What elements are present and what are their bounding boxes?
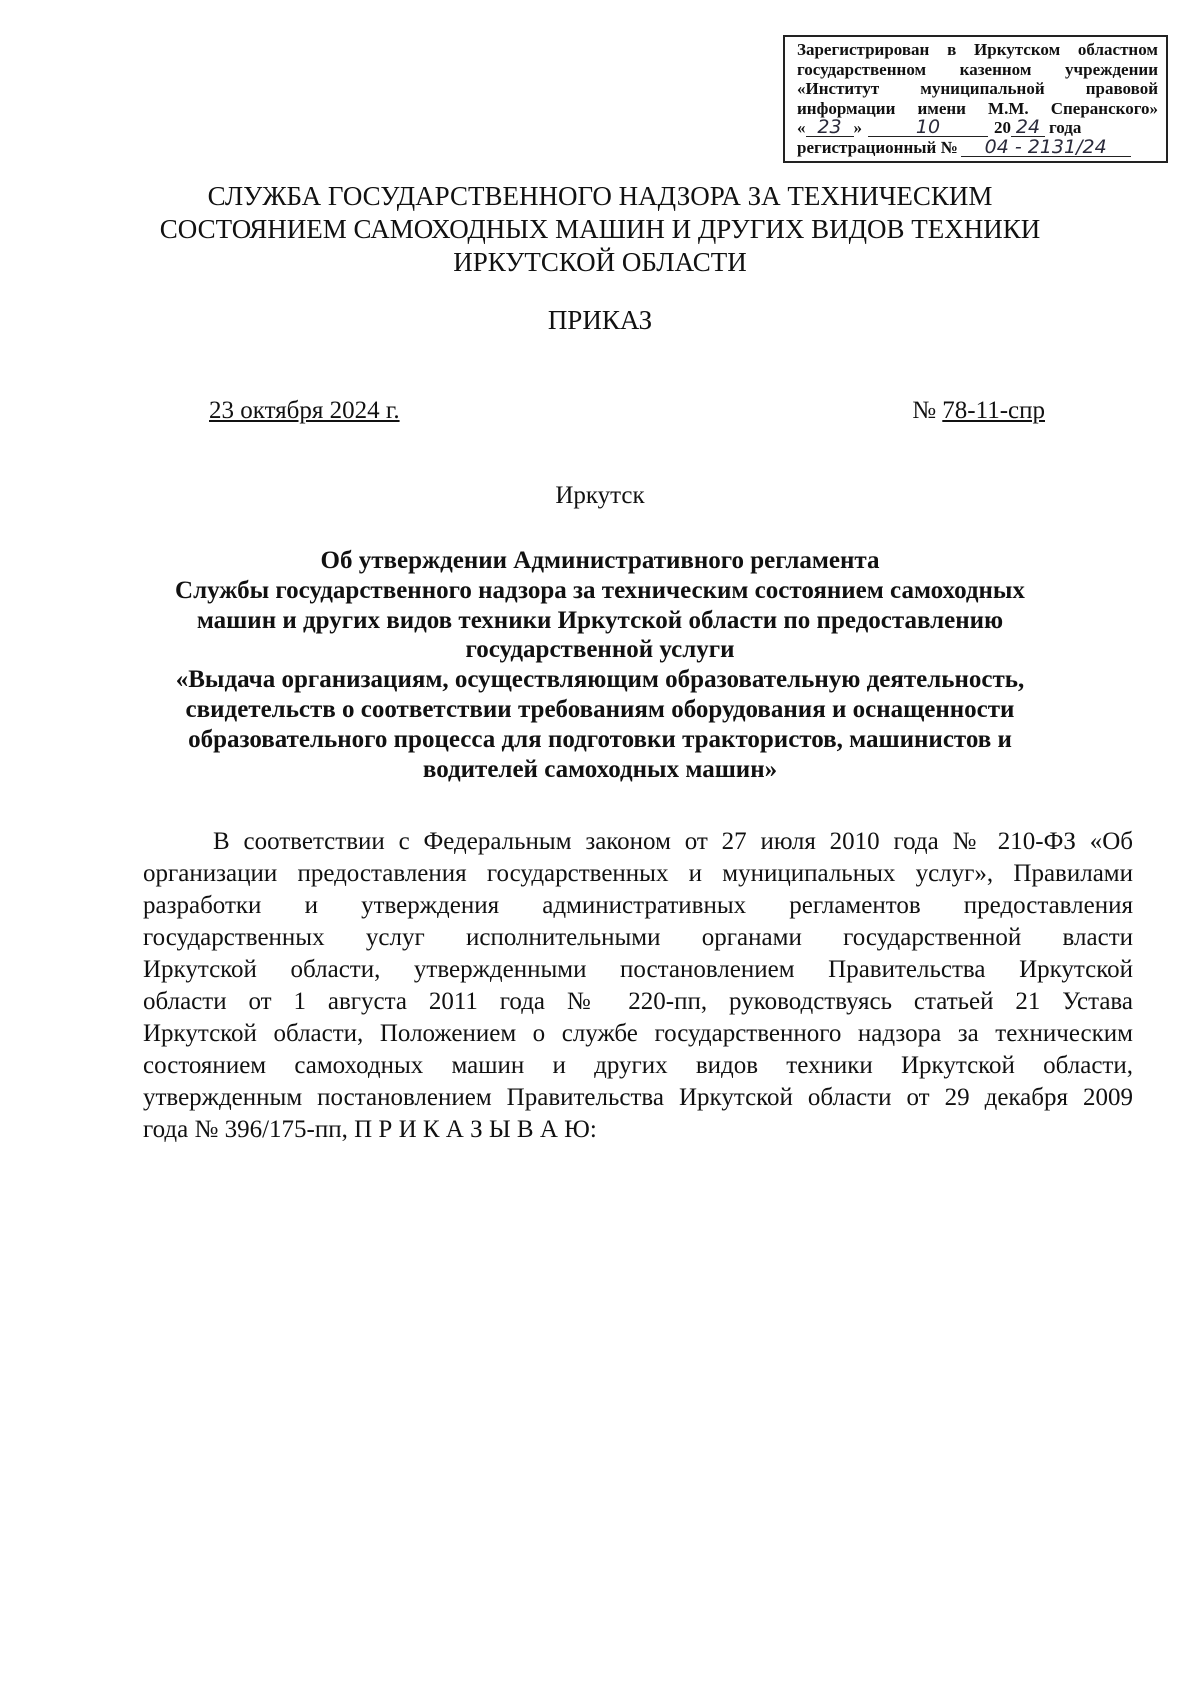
number-value: 78-11-спр xyxy=(942,397,1045,424)
heading-line: Службы государственного надзора за техническим состоянием самоходных xyxy=(175,576,1025,604)
order-heading xyxy=(140,546,1060,784)
stamp-line: «Институт муниципальной правовой xyxy=(797,79,1158,98)
stamp-day: 23 xyxy=(806,118,854,137)
stamp-reg-row xyxy=(797,135,1158,158)
body-line: Иркутской области, Положением о службе государственного надзора за техническим xyxy=(143,1020,1133,1047)
stamp-year-word: года xyxy=(1049,118,1082,137)
heading-line: Об утверждении Административного регламента xyxy=(320,547,880,574)
stamp-reg-label: регистрационный № xyxy=(797,137,958,157)
body-paragraph xyxy=(143,826,1133,1146)
stamp-date xyxy=(797,118,1158,138)
stamp-open-quote: « xyxy=(797,118,806,137)
heading-line: «Выдача организациям, осуществляющим образовательную деятельность, xyxy=(175,666,1025,694)
heading-line: машин и других видов техники Иркутской области по предоставлению xyxy=(196,606,1004,634)
document-type: ПРИКАЗ xyxy=(547,305,653,335)
order-number xyxy=(912,397,1045,425)
city: Иркутск xyxy=(555,482,645,509)
body-line: В соответствии с Федеральным законом от 27 июля 2010 года № 210-ФЗ «Об xyxy=(213,828,1133,855)
body-line: года № 396/175-пп, П Р И К А З Ы В А Ю: xyxy=(143,1116,597,1143)
number-sign: № xyxy=(912,397,937,424)
agency-line: СЛУЖБА ГОСУДАРСТВЕННОГО НАДЗОРА ЗА ТЕХНИЧЕСКИМ xyxy=(207,181,993,211)
body-line: организации предоставления государственных и муниципальных услуг», Правилами xyxy=(143,860,1133,887)
agency-name xyxy=(100,180,1100,279)
body-line: государственных услуг исполнительными органами государственной власти xyxy=(143,924,1133,951)
body-line: состоянием самоходных машин и других видов техники Иркутской области, xyxy=(143,1052,1133,1079)
body-line: области от 1 августа 2011 года № 220-пп, руководствуясь статьей 21 Устава xyxy=(143,988,1133,1015)
stamp-line: информации имени М.М. Сперанского» xyxy=(797,98,1158,118)
heading-line: свидетельств о соответствии требованиям оборудования и оснащенности xyxy=(185,695,1015,723)
agency-line: ИРКУТСКОЙ ОБЛАСТИ xyxy=(453,247,747,277)
heading-line: государственной услуги xyxy=(465,636,735,664)
heading-line: образовательного процесса для подготовки трактористов, машинистов и xyxy=(188,725,1012,753)
registration-stamp xyxy=(783,35,1168,163)
stamp-year-prefix: 20 xyxy=(994,118,1011,137)
stamp-month: 10 xyxy=(868,118,988,137)
stamp-year-suffix: 24 xyxy=(1011,118,1045,137)
stamp-line: Зарегистрирован в Иркутском областном xyxy=(797,40,1158,59)
agency-line: СОСТОЯНИЕМ САМОХОДНЫХ МАШИН И ДРУГИХ ВИДОВ ТЕХНИКИ xyxy=(159,214,1041,244)
stamp-close-quote: » xyxy=(853,118,862,137)
body-line: Иркутской области, утвержденными постановлением Правительства Иркутской xyxy=(143,956,1133,983)
heading-line: водителей самоходных машин» xyxy=(422,755,778,783)
order-date: 23 октября 2024 г. xyxy=(209,397,400,424)
body-line: разработки и утверждения административных регламентов предоставления xyxy=(143,892,1133,919)
body-line: утвержденным постановлением Правительства Иркутской области от 29 декабря 2009 xyxy=(143,1084,1133,1111)
stamp-line: государственном казенном учреждении xyxy=(797,59,1158,79)
stamp-reg-number: 04 - 2131/24 xyxy=(961,138,1131,157)
